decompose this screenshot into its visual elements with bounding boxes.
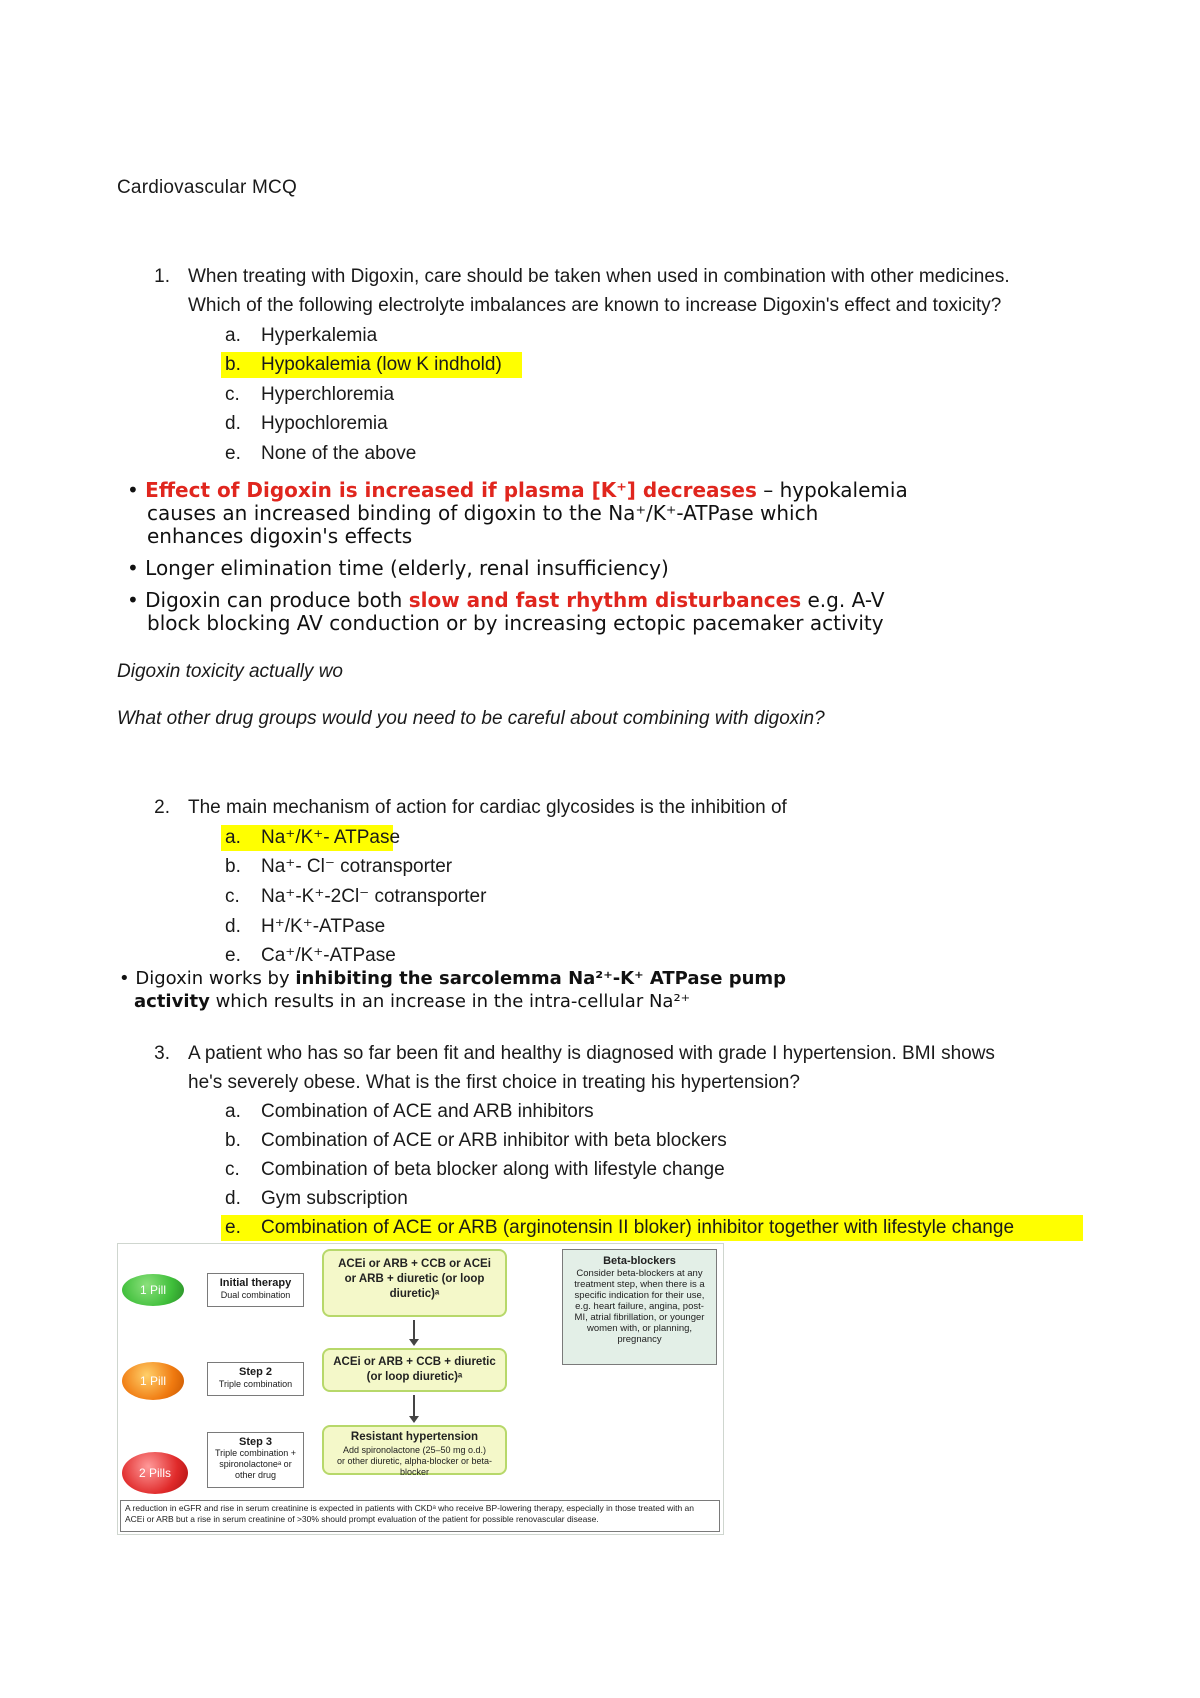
option-letter: c. <box>225 384 240 405</box>
option-text: Na⁺/K⁺- ATPase <box>261 827 401 848</box>
option-text: Ca⁺/K⁺-ATPase <box>261 945 396 966</box>
note-text: What other drug groups would you need to be careful about combining with digoxin? <box>117 708 825 729</box>
bullet-text: Digoxin can produce both <box>145 588 409 612</box>
step-title: Step 2 <box>238 1366 272 1378</box>
bullet-text: – hypokalemia <box>756 478 908 502</box>
step-title: Initial therapy <box>219 1277 292 1289</box>
explanation-line: block blocking AV conduction or by increasing ectopic pacemaker activity <box>147 611 884 635</box>
treatment-box: ACEi or ARB + CCB or ACEi or ARB + diuretic (or loop diuretic)ᵃ <box>322 1249 507 1317</box>
pill-icon: 1 Pill <box>122 1362 184 1400</box>
bullet-text: Digoxin works by <box>135 968 296 989</box>
option-letter: a. <box>225 325 241 346</box>
question-text: Which of the following electrolyte imbalances are known to increase Digoxin's effect and toxicity? <box>188 295 1002 316</box>
question-text: The main mechanism of action for cardiac glycosides is the inhibition of <box>188 797 787 818</box>
bullet-text: e.g. A-V <box>801 588 885 612</box>
explanation-bullet <box>127 479 908 502</box>
option-letter: b. <box>225 354 241 375</box>
bullet-dot: • <box>127 556 139 580</box>
explanation-line: enhances digoxin's effects <box>147 524 413 548</box>
option-text: Combination of ACE or ARB inhibitor with beta blockers <box>261 1130 727 1151</box>
option-text: Gym subscription <box>261 1188 408 1209</box>
treatment-box <box>322 1425 507 1475</box>
option-letter: d. <box>225 413 241 434</box>
bullet-text: which results in an increase in the intra-cellular Na²⁺ <box>209 991 691 1012</box>
explanation-bullet <box>119 967 786 990</box>
option-text: Na⁺- Cl⁻ cotransporter <box>261 856 453 877</box>
option-letter: c. <box>225 886 240 907</box>
bold-emphasis: inhibiting the sarcolemma Na²⁺-K⁺ ATPase pump <box>295 968 787 989</box>
explanation-line <box>134 990 690 1013</box>
step-title: Step 3 <box>238 1436 272 1448</box>
treatment-box: ACEi or ARB + CCB + diuretic (or loop diuretic)ᵃ <box>322 1348 507 1392</box>
step-box <box>207 1362 304 1396</box>
pill-icon: 2 Pills <box>122 1452 188 1494</box>
question-number: 1. <box>154 266 170 287</box>
option-text: Na⁺-K⁺-2Cl⁻ cotransporter <box>261 886 487 907</box>
option-letter: e. <box>225 443 241 464</box>
bullet-dot: • <box>127 588 139 612</box>
pill-icon: 1 Pill <box>122 1274 184 1306</box>
treatment-detail: Add spironolactone (25–50 mg o.d.) <box>342 1445 487 1455</box>
question-number: 3. <box>154 1043 170 1064</box>
option-letter: d. <box>225 1188 241 1209</box>
question-number: 2. <box>154 797 170 818</box>
option-text: None of the above <box>261 443 417 464</box>
hypertension-treatment-flowchart <box>117 1243 724 1535</box>
red-emphasis: slow and fast rhythm disturbances <box>408 588 802 612</box>
option-text: Hypokalemia (low K indhold) <box>261 354 502 375</box>
note-text: Digoxin toxicity actually wo <box>117 661 343 682</box>
explanation-bullet <box>127 589 885 612</box>
question-text: he's severely obese. What is the first choice in treating his hypertension? <box>188 1072 800 1093</box>
bold-emphasis: activity <box>134 991 210 1012</box>
beta-blockers-box <box>562 1249 717 1365</box>
option-letter: a. <box>225 827 241 848</box>
option-letter: d. <box>225 916 241 937</box>
option-text: Combination of ACE and ARB inhibitors <box>261 1101 594 1122</box>
option-letter: c. <box>225 1159 240 1180</box>
red-emphasis: Effect of Digoxin is increased if plasma [K⁺] decreases <box>145 478 757 502</box>
beta-blockers-text: Consider beta-blockers at any treatment step, when there is a specific indication for their use, e.g. heart failure, angina, post-MI, atrial fibrillation, or younger women with, or planning, pregnancy <box>574 1268 705 1345</box>
beta-blockers-title: Beta-blockers <box>603 1255 676 1267</box>
option-letter: b. <box>225 856 241 877</box>
bullet-dot: • <box>127 478 139 502</box>
step-box <box>207 1432 304 1488</box>
explanation-line: causes an increased binding of digoxin to the Na⁺/K⁺-ATPase which <box>147 501 819 525</box>
step-box <box>207 1273 304 1307</box>
page-title: Cardiovascular MCQ <box>117 177 297 198</box>
bullet-dot: • <box>119 968 130 989</box>
option-text: Hyperkalemia <box>261 325 378 346</box>
option-text: Combination of beta blocker along with lifestyle change <box>261 1159 725 1180</box>
down-arrow-icon <box>413 1320 415 1340</box>
step-subtitle: Dual combination <box>220 1290 291 1300</box>
option-letter: a. <box>225 1101 241 1122</box>
option-text: Combination of ACE or ARB (arginotensin II bloker) inhibitor together with lifestyle change <box>261 1217 1015 1238</box>
option-letter: e. <box>225 1217 241 1238</box>
option-letter: e. <box>225 945 241 966</box>
step-subtitle: Triple combination + spironolactoneᵃ or other drug <box>215 1448 296 1480</box>
question-text: When treating with Digoxin, care should be taken when used in combination with other medicines. <box>188 266 1010 287</box>
treatment-title: Resistant hypertension <box>350 1431 479 1443</box>
flowchart-footnote: A reduction in eGFR and rise in serum creatinine is expected in patients with CKDᵃ who receive BP-lowering therapy, especially in those treated with an ACEi or ARB but a rise in serum creatinine of >30% should prompt evaluation of the patient for possible renovascular disease. <box>120 1500 720 1532</box>
step-subtitle: Triple combination <box>218 1379 293 1389</box>
bullet-text: Longer elimination time (elderly, renal insufficiency) <box>145 556 669 580</box>
explanation-bullet <box>127 557 669 580</box>
down-arrow-icon <box>413 1395 415 1417</box>
option-text: H⁺/K⁺-ATPase <box>261 916 386 937</box>
option-text: Hyperchloremia <box>261 384 395 405</box>
option-letter: b. <box>225 1130 241 1151</box>
question-text: A patient who has so far been fit and healthy is diagnosed with grade I hypertension. BMI shows <box>188 1043 995 1064</box>
treatment-detail: or other diuretic, alpha-blocker or beta-blocker <box>336 1456 493 1477</box>
option-text: Hypochloremia <box>261 413 388 434</box>
